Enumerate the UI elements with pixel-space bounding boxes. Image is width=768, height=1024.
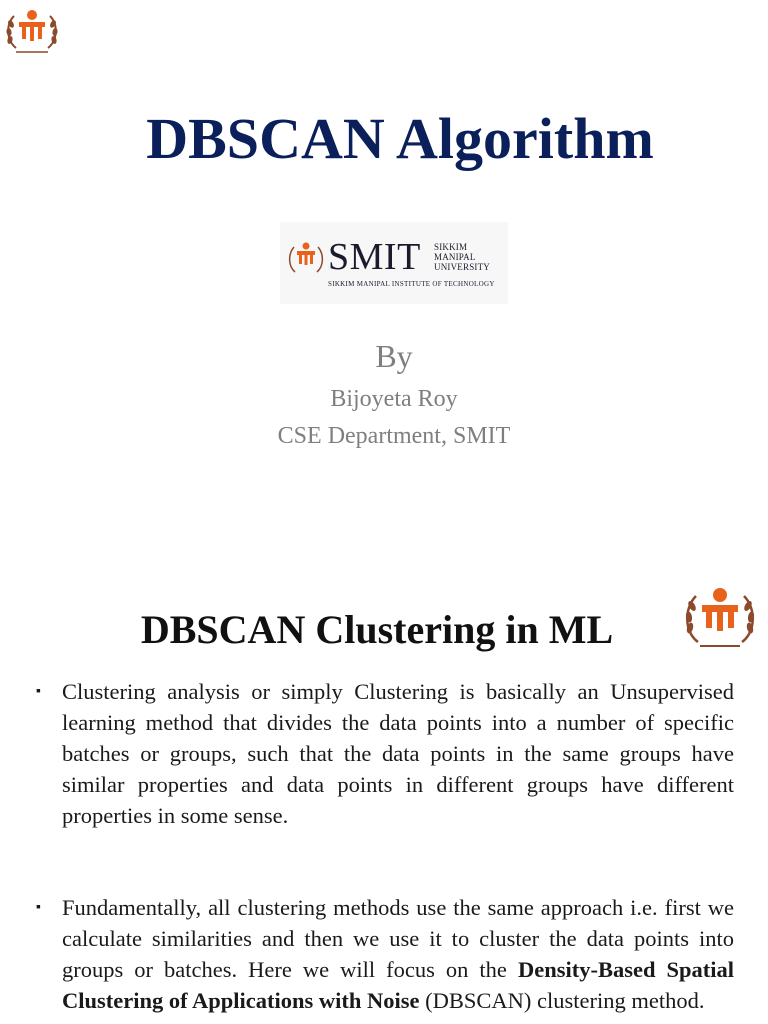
slide-title: DBSCAN Clustering in ML [140, 607, 614, 652]
bullet-marker: ▪ [36, 900, 41, 915]
university-emblem-icon [2, 4, 62, 64]
smit-institute-text: SIKKIM MANIPAL INSTITUTE OF TECHNOLOGY [328, 280, 495, 288]
smit-university-text: SIKKIM MANIPAL UNIVERSITY [434, 242, 490, 272]
smit-emblem-icon [286, 238, 326, 282]
author-name: Bijoyeta Roy [330, 386, 458, 412]
bullet-item [36, 892, 735, 1016]
bullet-marker: ▪ [36, 684, 41, 699]
author-department: CSE Department, SMIT [277, 423, 511, 449]
smit-wordmark: SMIT [328, 236, 421, 278]
bullet-text: Clustering analysis or simply Clustering is basically an Unsupervised learning method that divides the data points into a number of specific batches or groups, such that the data points in the same groups have similar properties and data points in different groups have different properties in some sense. [62, 679, 734, 828]
content-slide [0, 560, 768, 1024]
bullet-item [36, 676, 734, 831]
bullet-text: Fundamentally, all clustering methods use the same approach i.e. first we calculate similarities and then we use it to cluster the data points into groups or batches. Here we will focus on the [62, 895, 734, 982]
bullet-text-end: (DBSCAN) clustering method. [419, 988, 705, 1013]
by-label: By [375, 338, 413, 374]
slide-title: DBSCAN Algorithm [146, 106, 654, 171]
smit-logo [280, 222, 508, 304]
bullet-bold-text: Density-Based Spatial Clustering of Applications with Noise [62, 957, 735, 1013]
